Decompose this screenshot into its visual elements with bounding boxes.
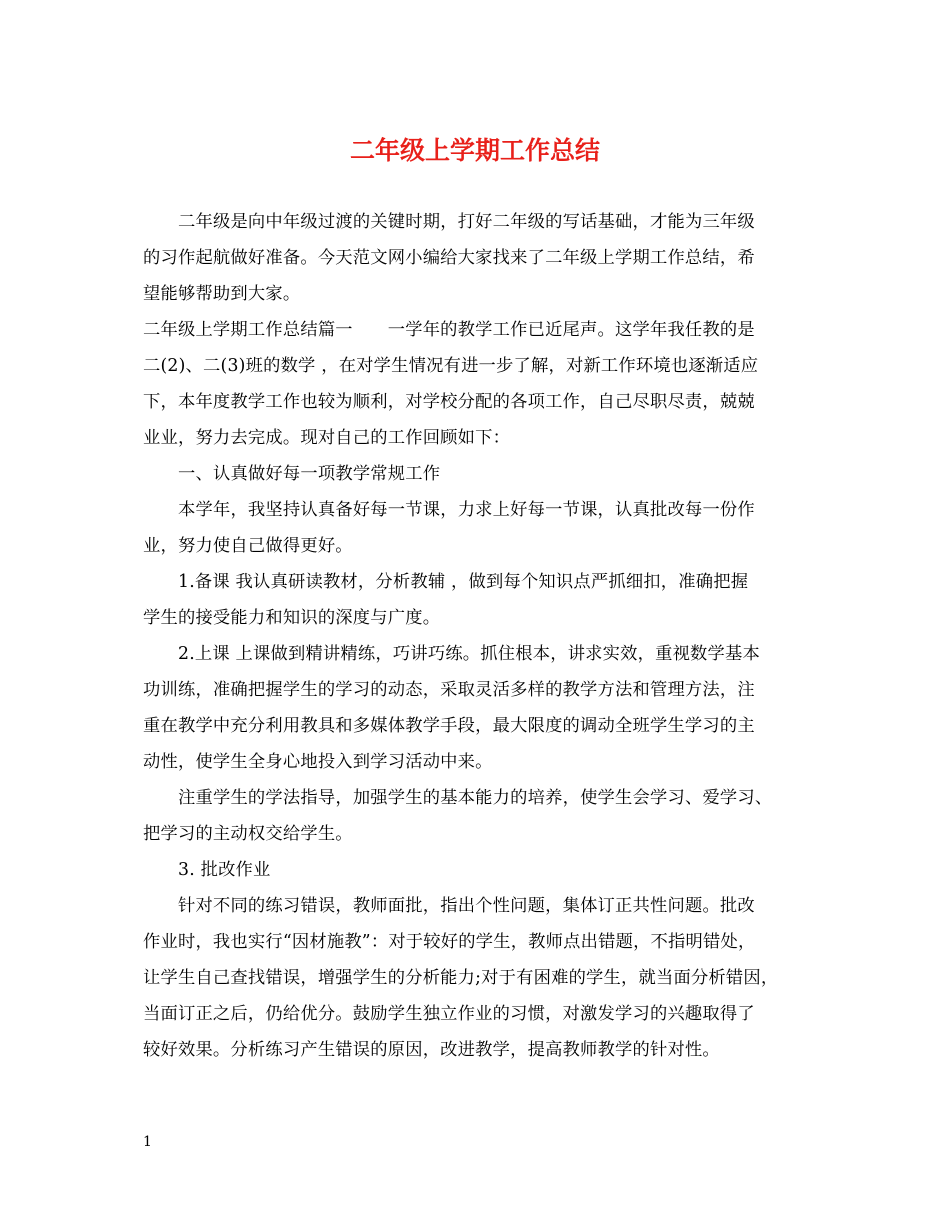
paragraph-line: 当面订正之后，仍给优分。鼓励学生独立作业的习惯，对激发学习的兴趣取得了	[143, 1004, 755, 1024]
paragraph-line: 把学习的主动权交给学生。	[143, 824, 353, 844]
paragraph-line: 二年级是向中年级过渡的关键时期，打好二年级的写话基础，才能为三年级	[178, 212, 755, 232]
paragraph-line: 重在教学中充分利用教具和多媒体教学手段，最大限度的调动全班学生学习的主	[143, 716, 755, 736]
paragraph-line: 下，本年度教学工作也较为顺利，对学校分配的各项工作，自己尽职尽责，兢兢	[143, 392, 755, 412]
paragraph-line: 作业时，我也实行“因材施教”：对于较好的学生，教师点出错题，不指明错处，	[143, 932, 756, 952]
paragraph-line: 针对不同的练习错误，教师面批，指出个性问题，集体订正共性问题。批改	[178, 896, 755, 916]
paragraph-line: 业，努力使自己做得更好。	[143, 536, 353, 556]
paragraph-line: 二(2)、二(3)班的数学 ，在对学生情况有进一步了解，对新工作环境也逐渐适应	[143, 356, 759, 376]
paragraph-line: 二年级上学期工作总结篇一 一学年的教学工作已近尾声。这学年我任教的是	[143, 320, 755, 340]
page-number: 1	[143, 1134, 152, 1150]
paragraph-line: 注重学生的学法指导，加强学生的基本能力的培养，使学生会学习、爱学习、	[178, 788, 773, 808]
section-heading: 3. 批改作业	[178, 860, 271, 880]
paragraph-line: 让学生自己查找错误，增强学生的分析能力;对于有困难的学生，就当面分析错因，	[143, 968, 779, 988]
paragraph-line: 1.备课 我认真研读教材，分析教辅 ，做到每个知识点严抓细扣，准确把握	[178, 572, 749, 592]
paragraph-line: 的习作起航做好准备。今天范文网小编给大家找来了二年级上学期工作总结，希	[143, 248, 755, 268]
section-heading: 一、认真做好每一项教学常规工作	[178, 464, 441, 484]
paragraph-line: 本学年，我坚持认真备好每一节课，力求上好每一节课，认真批改每一份作	[178, 500, 755, 520]
paragraph-line: 动性，使学生全身心地投入到学习活动中来。	[143, 752, 493, 772]
paragraph-line: 功训练，准确把握学生的学习的动态，采取灵活多样的教学方法和管理方法，注	[143, 680, 755, 700]
paragraph-line: 学生的接受能力和知识的深度与广度。	[143, 608, 441, 628]
paragraph-line: 业业，努力去完成。现对自己的工作回顾如下：	[143, 428, 511, 448]
page-title: 二年级上学期工作总结	[349, 136, 600, 165]
paragraph-line: 望能够帮助到大家。	[143, 284, 301, 304]
paragraph-line: 2.上课 上课做到精讲精练，巧讲巧练。抓住根本，讲求实效，重视数学基本	[178, 644, 760, 664]
paragraph-line: 较好效果。分析练习产生错误的原因，改进教学，提高教师教学的针对性。	[143, 1040, 720, 1060]
